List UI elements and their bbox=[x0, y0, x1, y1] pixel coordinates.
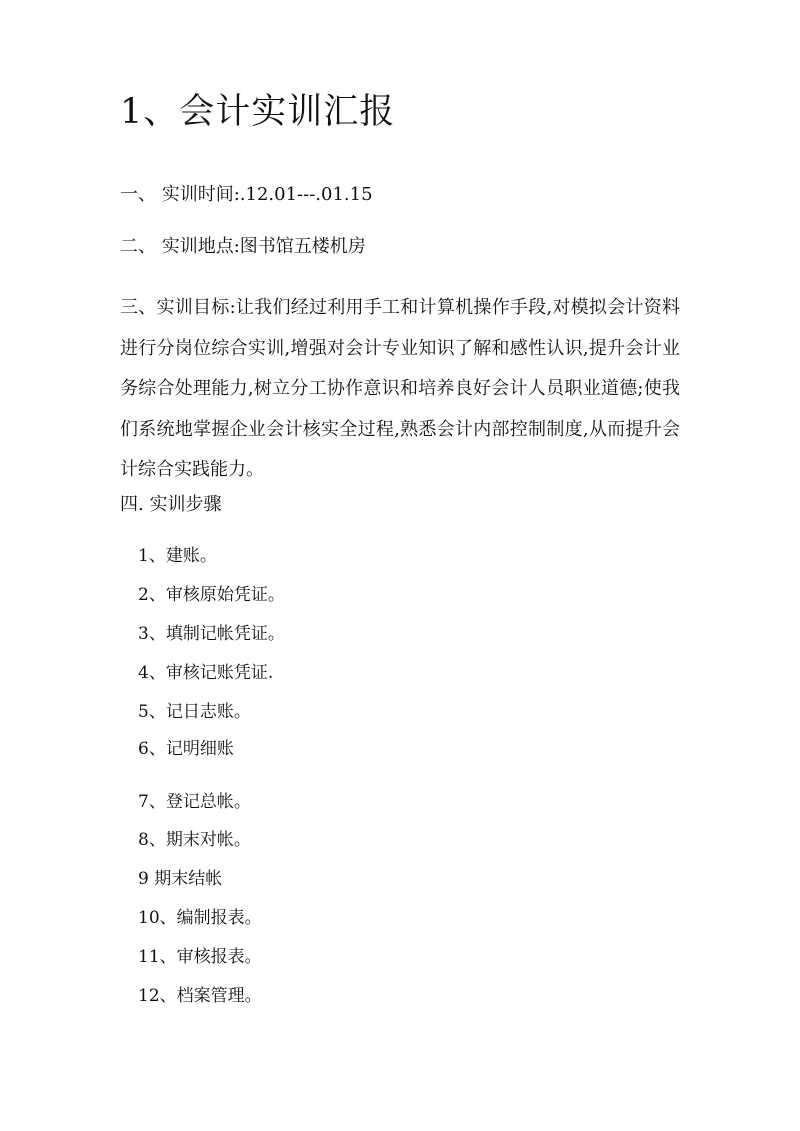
step-item: 3、填制记帐凭证。 bbox=[138, 624, 285, 644]
step-item: 7、登记总帐。 bbox=[138, 792, 251, 812]
step-item: 1、建账。 bbox=[138, 546, 217, 566]
section-training-time: 一、 实训时间:.12.01---.01.15 bbox=[120, 184, 373, 205]
step-item: 12、档案管理。 bbox=[138, 986, 262, 1006]
step-item: 5、记日志账。 bbox=[138, 702, 251, 722]
steps-heading: 四. 实训步骤 bbox=[120, 494, 222, 515]
step-item: 11、审核报表。 bbox=[138, 947, 262, 967]
step-item: 9 期末结帐 bbox=[138, 869, 223, 889]
section-training-location: 二、 实训地点:图书馆五楼机房 bbox=[120, 236, 366, 257]
section-training-goal: 三、实训目标:让我们经过利用手工和计算机操作手段,对模拟会计资料进行分岗位综合实训,增强对会计专业知识了解和感性认识,提升会计业务综合处理能力,树立分工协作意识和培养良好会计人员职业道德;使我们系统地掌握企业会计核实全过程,熟悉会计内部控制制度,从而提升会计综合实践能力。 bbox=[120, 297, 680, 480]
step-item: 2、审核原始凭证。 bbox=[138, 585, 285, 605]
document-title: 1、会计实训汇报 bbox=[120, 92, 396, 132]
step-item: 10、编制报表。 bbox=[138, 908, 262, 928]
step-item: 6、记明细账 bbox=[138, 739, 234, 759]
step-item: 4、审核记账凭证. bbox=[138, 663, 274, 683]
step-item: 8、期末对帐。 bbox=[138, 830, 251, 850]
